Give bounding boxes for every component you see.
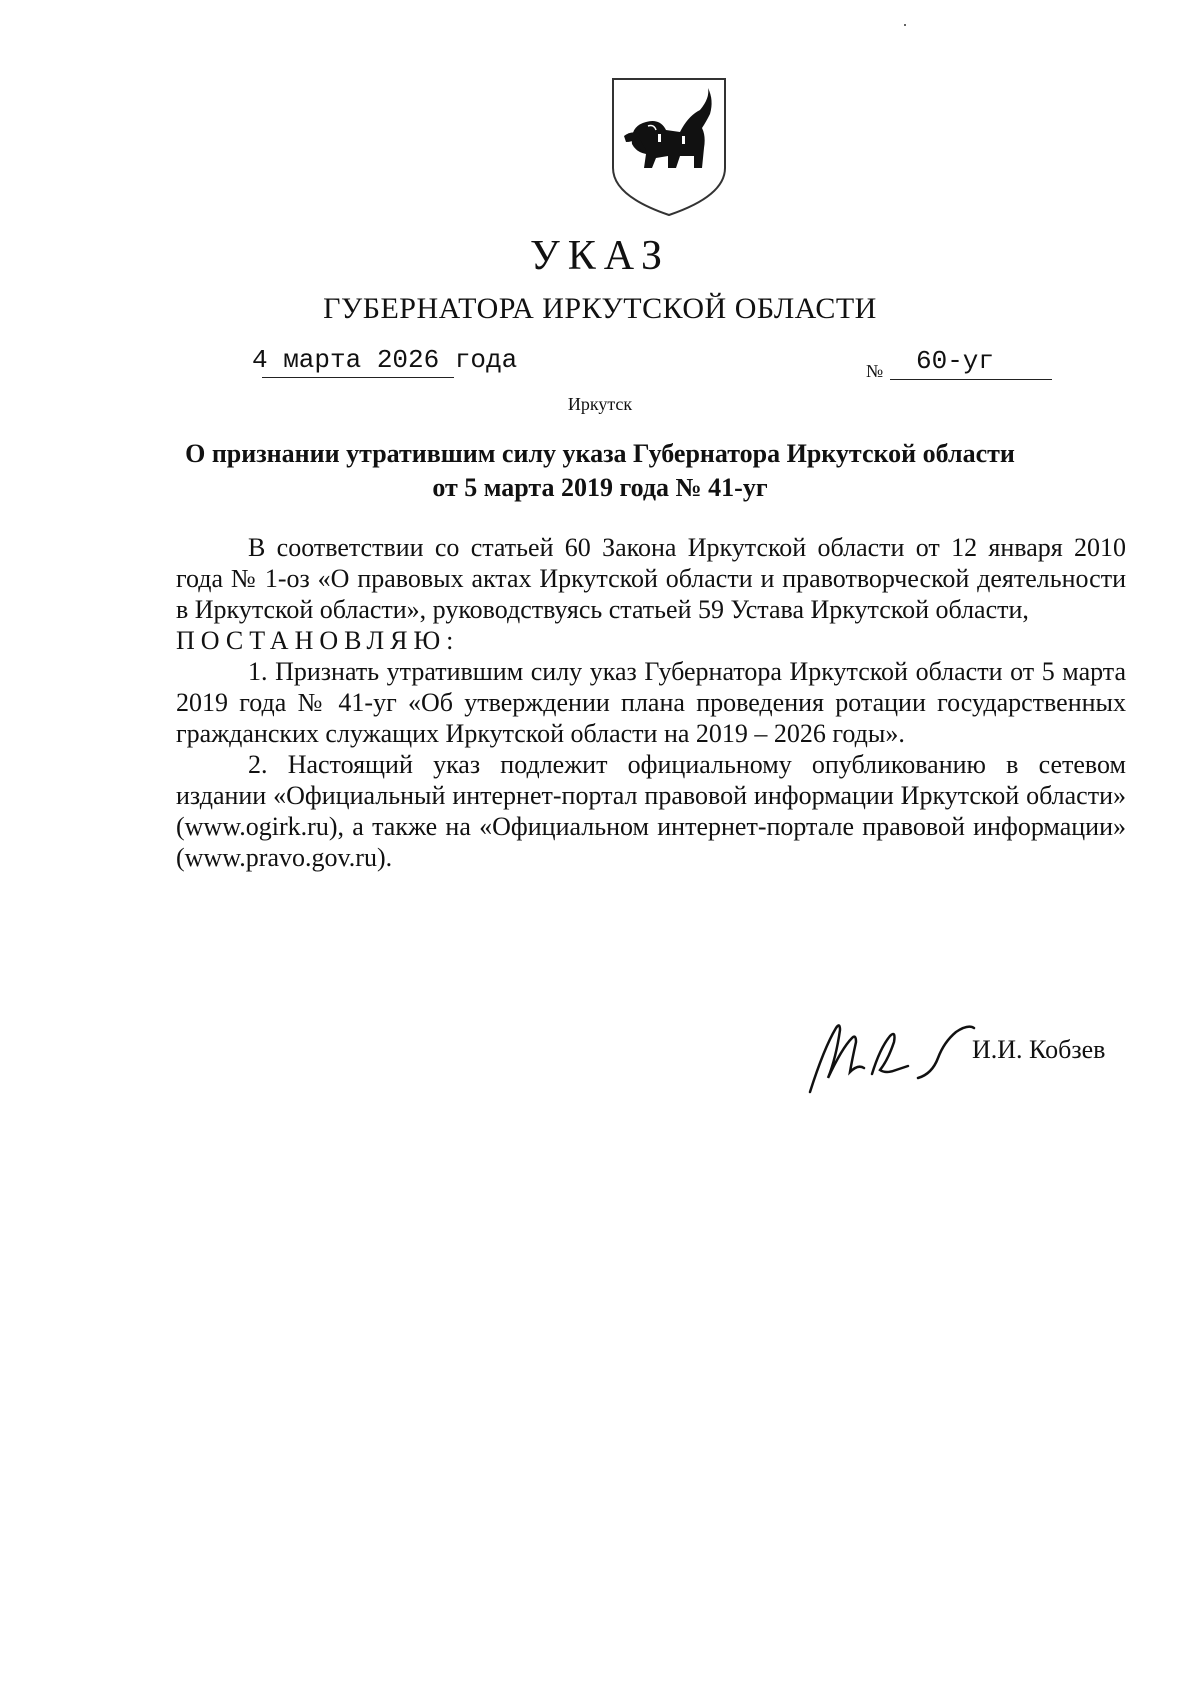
decree-date: 4 марта 2026 года <box>252 345 518 375</box>
item-1-paragraph: 1. Признать утратившим силу указ Губернатора Иркутской области от 5 марта 2019 года № 41-уг «Об утверждении плана проведения ротации государственных гражданских служащих Иркутской области на 2019 – 2026 годы». <box>176 657 1126 748</box>
scan-speck <box>904 24 906 26</box>
signer-name: И.И. Кобзев <box>972 1035 1106 1064</box>
date-underline <box>262 377 454 378</box>
preamble-paragraph: В соответствии со статьей 60 Закона Иркутской области от 12 января 2010 года № 1-оз «О правовых актах Иркутской области и правотворческой деятельности в Иркутской области», руководствуясь статьей 59 Устава Иркутской области, <box>176 533 1126 624</box>
heading-line-1: О признании утратившим силу указа Губернатора Иркутской области <box>185 439 1015 468</box>
resolve-word: ПОСТАНОВЛЯЮ: <box>176 626 460 655</box>
heading-line-2: от 5 марта 2019 года № 41-уг <box>432 473 768 502</box>
issuing-authority: ГУБЕРНАТОРА ИРКУТСКОЙ ОБЛАСТИ <box>323 292 877 325</box>
item-2-paragraph: 2. Настоящий указ подлежит официальному опубликованию в сетевом издании «Официальный интернет-портал правовой информации Иркутской области» (www.ogirk.ru), а также на «Официальном интернет-портале правовой информации» (www.pravo.gov.ru). <box>176 750 1126 872</box>
number-sign: № <box>866 361 884 381</box>
document-type-title: УКАЗ <box>529 233 671 279</box>
handwritten-signature <box>806 1008 976 1098</box>
decree-heading <box>150 437 1050 505</box>
decree-number: 60-уг <box>916 346 995 376</box>
issue-city: Иркутск <box>567 394 633 414</box>
coat-of-arms-icon <box>610 76 728 218</box>
decree-body <box>176 532 1126 873</box>
number-underline <box>890 379 1052 380</box>
